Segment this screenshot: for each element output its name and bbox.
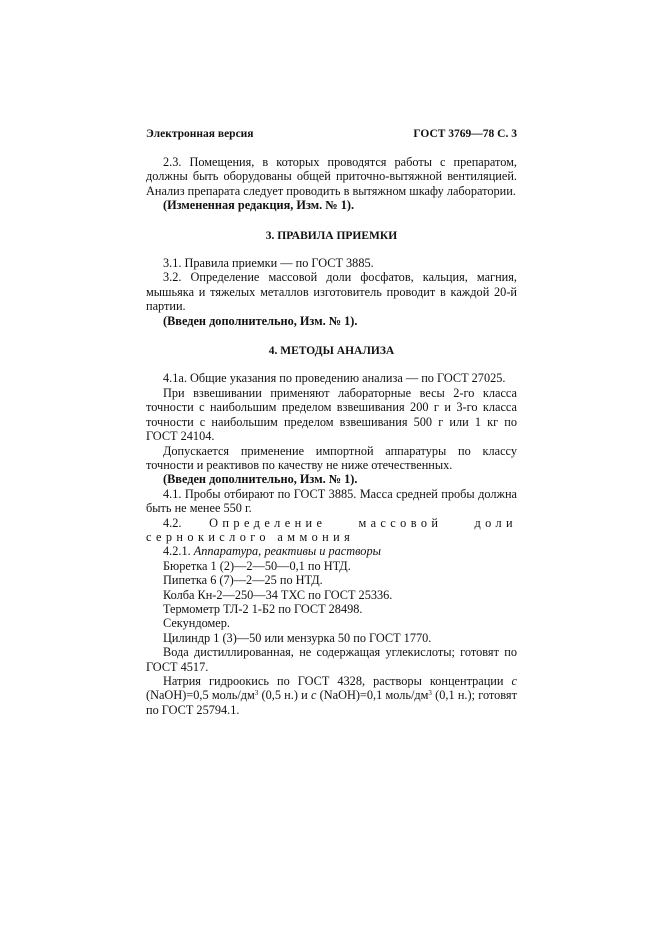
paragraph-naoh	[146, 674, 517, 717]
paragraph-3-2: 3.2. Определение массовой доли фосфатов, кальция, магния, мышьяка и тяжелых металлов изготовитель проводит в каждой 20-й партии.	[146, 270, 517, 314]
amendment-note: (Введен дополнительно, Изм. № 1).	[163, 472, 358, 487]
list-item: Колба Кн-2—250—34 ТХС по ГОСТ 25336.	[163, 587, 393, 602]
header-right: ГОСТ 3769—78 С. 3	[413, 128, 517, 140]
paragraph-4-2	[146, 516, 517, 545]
paragraph-3-1: 3.1. Правила приемки — по ГОСТ 3885.	[163, 256, 374, 271]
paragraph-4-1: 4.1. Пробы отбирают по ГОСТ 3885. Масса средней пробы должна быть не менее 550 г.	[146, 486, 517, 516]
paragraph-2-3: 2.3. Помещения, в которых проводятся работы с препаратом, должны быть оборудованы общей приточно-вытяжной вентиляцией. Анализ препарата следует проводить в вытяжном шкафу лаборатории.	[146, 155, 517, 198]
list-item: Бюретка 1 (2)—2—50—0,1 по НТД.	[163, 558, 351, 573]
naoh-symbol: c	[310, 688, 317, 703]
amendment-note: (Измененная редакция, Изм. № 1).	[163, 198, 355, 213]
list-item: Пипетка 6 (7)—2—25 по НТД.	[163, 573, 323, 588]
naoh-symbol: c	[511, 674, 517, 688]
paragraph-4-2-number: 4.2.	[163, 515, 182, 530]
naoh-superscript: 3	[254, 689, 259, 698]
paragraph-water: Вода дистиллированная, не содержащая углекислоты; готовят по ГОСТ 4517.	[146, 645, 517, 674]
section-3-title: 3. ПРАВИЛА ПРИЕМКИ	[265, 229, 398, 242]
naoh-text: (0,5 н.) и	[261, 688, 308, 703]
paragraph-4-1a: 4.1a. Общие указания по проведению анализа — по ГОСТ 27025.	[163, 371, 506, 386]
amendment-note: (Введен дополнительно, Изм. № 1).	[163, 313, 358, 328]
paragraph-4-2-1	[146, 544, 517, 558]
header-left: Электронная версия	[146, 128, 254, 140]
section-4-title: 4. МЕТОДЫ АНАЛИЗА	[268, 345, 395, 358]
list-item: Термометр ТЛ-2 1-Б2 по ГОСТ 28498.	[163, 601, 363, 616]
naoh-superscript: 3	[428, 689, 432, 698]
paragraph-weighing: При взвешивании применяют лабораторные весы 2-го класса точности с наибольшим пределом взвешивания 200 г и 3-го класса точности с наибольшим пределом взвешивания 500 г или 1 кг по ГОСТ 24104.	[146, 385, 517, 444]
paragraph-4-2-title: Определение массовой доли сернокислого аммония	[146, 515, 517, 544]
document-body	[146, 155, 517, 717]
naoh-text: (NaOH)=0,5 моль/дм	[146, 688, 255, 703]
list-item: Секундомер.	[163, 616, 230, 631]
running-header	[146, 128, 517, 140]
naoh-text: Натрия гидроокись по ГОСТ 4328, растворы концентрации	[163, 674, 504, 688]
naoh-text: (0,1 н.); готовят по ГОСТ 25794.1.	[146, 688, 517, 717]
naoh-text: (NaOH)=0,1 моль/дм	[319, 688, 429, 703]
paragraph-4-2-1-number: 4.2.1.	[163, 544, 191, 559]
paragraph-4-2-1-title: Аппаратура, реактивы и растворы	[193, 544, 381, 559]
paragraph-import: Допускается применение импортной аппаратуры по классу точности и реактивов по качеству не ниже отечественных.	[146, 443, 517, 472]
list-item: Цилиндр 1 (3)—50 или мензурка 50 по ГОСТ 1770.	[163, 630, 432, 645]
